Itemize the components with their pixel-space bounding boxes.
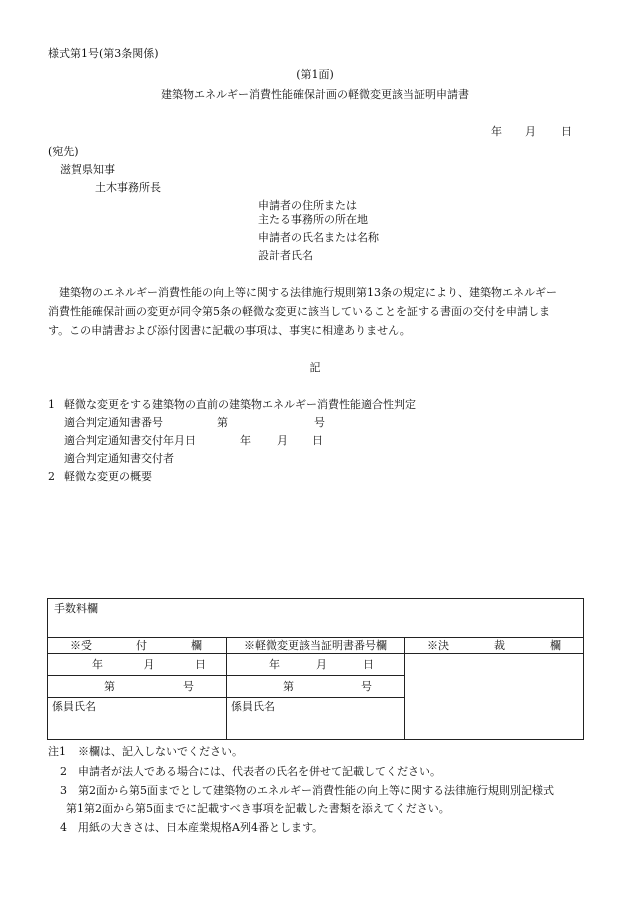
applicant-address-label: 申請者の住所または — [258, 199, 357, 212]
certificate-staff-label: 係員氏名 — [231, 700, 275, 713]
certificate-staff-cell — [227, 698, 405, 740]
reception-staff-label: 係員氏名 — [52, 700, 96, 713]
note-3-number: 3 — [60, 784, 67, 797]
issue-date-month: 月 — [277, 434, 288, 447]
reception-header-2: 付 — [136, 639, 147, 652]
note-4-number: 4 — [60, 821, 67, 834]
reception-date-cell — [48, 654, 227, 676]
applicant-office-label: 主たる事務所の所在地 — [258, 213, 368, 226]
section2-number: 2 — [48, 470, 55, 483]
note-1-number: 注1 — [48, 745, 66, 758]
reception-header-1: ※受 — [70, 639, 92, 652]
notice-number-go: 号 — [314, 416, 325, 429]
notice-number-dai: 第 — [217, 416, 228, 429]
issue-date-label: 適合判定通知書交付年月日 — [64, 434, 196, 447]
body-line-3: す。この申請書および添付図書に記載の事項は、事実に相違ありません。 — [48, 324, 411, 337]
note-2-text: 申請者が法人である場合には、代表者の氏名を併せて記載してください。 — [78, 765, 441, 778]
body-line-2: 消費性能確保計画の変更が同令第5条の軽微な変更に該当していることを証する書面の交付を申請しま — [48, 305, 550, 318]
document-title: 建築物エネルギー消費性能確保計画の軽微変更該当証明申請書 — [161, 88, 469, 101]
reception-header-3: 欄 — [191, 639, 202, 652]
approval-header-2: 裁 — [494, 639, 505, 652]
applicant-name-label: 申請者の氏名または名称 — [258, 231, 379, 244]
page-label: (第1面) — [296, 68, 334, 81]
body-line-1: 建築物のエネルギー消費性能の向上等に関する法律施行規則第13条の規定により、建築物エネルギー — [59, 286, 557, 299]
note-4-text: 用紙の大きさは、日本産業規格A列4番とします。 — [78, 821, 324, 834]
fee-table — [47, 598, 584, 740]
certificate-date-cell — [227, 654, 405, 676]
section1-heading: 軽微な変更をする建築物の直前の建築物エネルギー消費性能適合性判定 — [64, 398, 416, 411]
reception-date-year: 年 — [92, 658, 103, 671]
recipient-governor: 滋賀県知事 — [60, 163, 115, 176]
date-month-label: 月 — [525, 125, 536, 138]
designer-name-label: 設計者氏名 — [258, 249, 313, 262]
section2-heading: 軽微な変更の概要 — [64, 470, 152, 483]
reception-header-cell — [48, 638, 227, 654]
approval-header-3: 欄 — [550, 639, 561, 652]
note-3-text: 第2面から第5面までとして建築物のエネルギー消費性能の向上等に関する法律施行規則別記様式 — [78, 784, 554, 797]
recipient-office: 土木事務所長 — [95, 181, 161, 194]
certificate-number-header-cell — [227, 638, 405, 654]
issuer-label: 適合判定通知書交付者 — [64, 452, 174, 465]
notice-number-label: 適合判定通知書番号 — [64, 416, 163, 429]
certificate-date-year: 年 — [269, 658, 280, 671]
certificate-number-cell — [227, 676, 405, 698]
date-year-label: 年 — [491, 125, 502, 138]
approval-header-cell — [405, 638, 584, 654]
note-2-number: 2 — [60, 765, 67, 778]
approval-cell — [405, 654, 584, 740]
section1-number: 1 — [48, 398, 55, 411]
fee-cell — [48, 599, 584, 638]
fee-label: 手数料欄 — [54, 602, 98, 615]
note-3-continuation: 第1第2面から第5面までに記載すべき事項を記載した書類を添えてください。 — [66, 802, 450, 815]
form-number: 様式第1号(第3条関係) — [48, 47, 159, 60]
ki-heading: 記 — [309, 361, 321, 374]
date-day-label: 日 — [561, 125, 572, 138]
certificate-number-header: ※軽微変更該当証明書番号欄 — [244, 639, 387, 652]
issue-date-day: 日 — [312, 434, 323, 447]
reception-staff-cell — [48, 698, 227, 740]
issue-date-year: 年 — [240, 434, 251, 447]
certificate-date-day: 日 — [363, 658, 374, 671]
certificate-date-month: 月 — [316, 658, 327, 671]
approval-header-1: ※決 — [427, 639, 449, 652]
note-1-text: ※欄は、記入しないでください。 — [78, 745, 243, 758]
reception-date-day: 日 — [195, 658, 206, 671]
recipient-label: (宛先) — [48, 145, 79, 158]
reception-number-go: 号 — [183, 680, 194, 693]
certificate-number-go: 号 — [361, 680, 372, 693]
reception-date-month: 月 — [143, 658, 155, 671]
certificate-number-dai: 第 — [283, 680, 294, 693]
reception-number-dai: 第 — [104, 680, 115, 693]
reception-number-cell — [48, 676, 227, 698]
